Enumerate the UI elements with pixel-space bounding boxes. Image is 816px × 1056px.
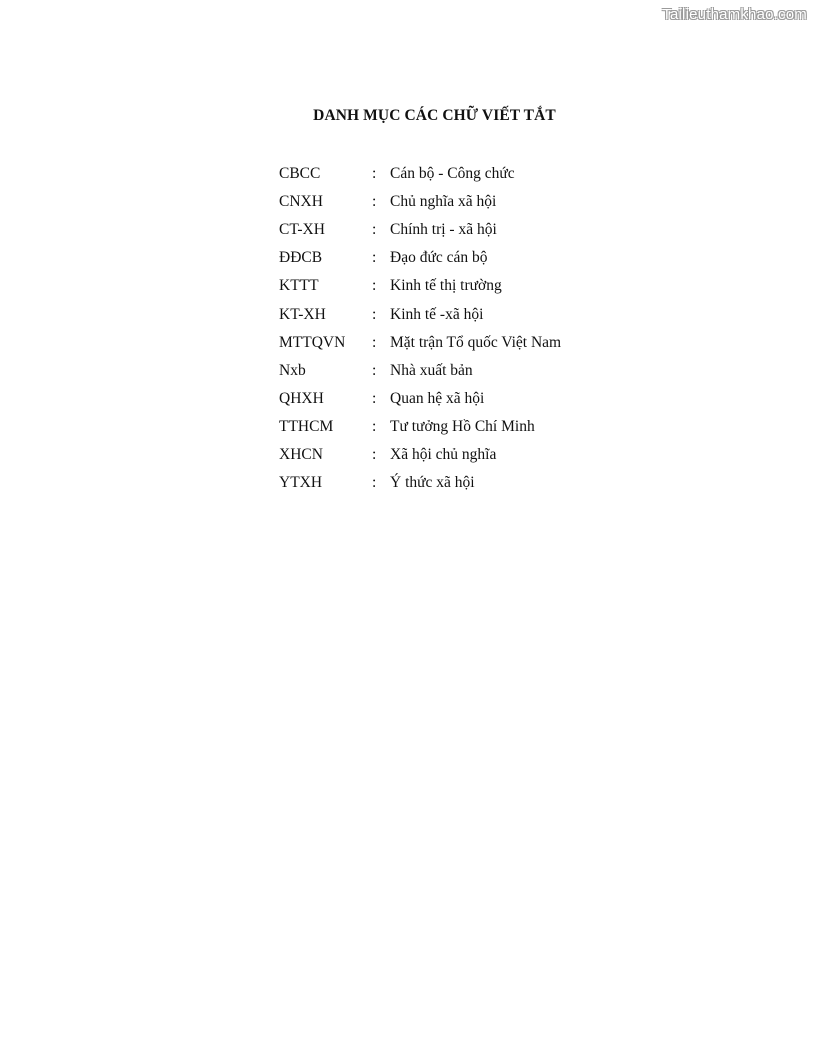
list-item: [279, 300, 561, 328]
abbreviation-meaning: Kinh tế thị trường: [390, 277, 502, 295]
abbreviation-code: YTXH: [279, 474, 323, 492]
list-item: [279, 188, 561, 216]
abbreviation-meaning: Xã hội chủ nghĩa: [390, 445, 497, 463]
abbreviation-code: Nxb: [279, 361, 306, 379]
abbreviation-meaning: Chủ nghĩa xã hội: [390, 193, 497, 211]
separator-colon: :: [372, 221, 377, 239]
separator-colon: :: [372, 333, 377, 351]
list-item: [279, 385, 561, 413]
abbreviation-meaning: Chính trị - xã hội: [390, 221, 497, 239]
abbreviation-meaning: Đạo đức cán bộ: [390, 249, 488, 267]
separator-colon: :: [372, 389, 377, 407]
separator-colon: :: [372, 474, 377, 492]
separator-colon: :: [372, 249, 377, 267]
abbreviation-code: CBCC: [279, 165, 321, 183]
list-item: [279, 413, 561, 441]
list-item: [279, 357, 561, 385]
list-item: [279, 244, 561, 272]
abbreviation-list: [279, 160, 561, 497]
abbreviation-meaning: Tư tưởng Hồ Chí Minh: [390, 417, 535, 435]
separator-colon: :: [372, 417, 377, 435]
list-item: [279, 160, 561, 188]
list-item: [279, 469, 561, 497]
abbreviation-meaning: Kinh tế -xã hội: [390, 305, 484, 323]
list-item: [279, 272, 561, 300]
abbreviation-code: KT-XH: [279, 305, 326, 323]
list-item: [279, 216, 561, 244]
page-title: DANH MỤC CÁC CHỮ VIẾT TẮT: [313, 107, 556, 124]
separator-colon: :: [372, 193, 377, 211]
separator-colon: :: [372, 165, 377, 183]
abbreviation-code: XHCN: [279, 445, 323, 463]
watermark: Tailieuthamkhao.com: [662, 6, 807, 23]
list-item: [279, 329, 561, 357]
abbreviation-meaning: Nhà xuất bản: [390, 361, 473, 379]
abbreviation-code: MTTQVN: [279, 333, 346, 351]
abbreviation-code: KTTT: [279, 277, 319, 295]
abbreviation-code: ĐĐCB: [279, 249, 323, 267]
separator-colon: :: [372, 305, 377, 323]
abbreviation-meaning: Cán bộ - Công chức: [390, 165, 515, 183]
abbreviation-meaning: Mặt trận Tổ quốc Việt Nam: [390, 333, 562, 351]
abbreviation-code: QHXH: [279, 389, 324, 407]
separator-colon: :: [372, 277, 377, 295]
separator-colon: :: [372, 445, 377, 463]
list-item: [279, 441, 561, 469]
abbreviation-meaning: Quan hệ xã hội: [390, 389, 485, 407]
abbreviation-code: TTHCM: [279, 417, 334, 435]
abbreviation-meaning: Ý thức xã hội: [390, 474, 475, 492]
abbreviation-code: CT-XH: [279, 221, 325, 239]
separator-colon: :: [372, 361, 377, 379]
abbreviation-code: CNXH: [279, 193, 323, 211]
